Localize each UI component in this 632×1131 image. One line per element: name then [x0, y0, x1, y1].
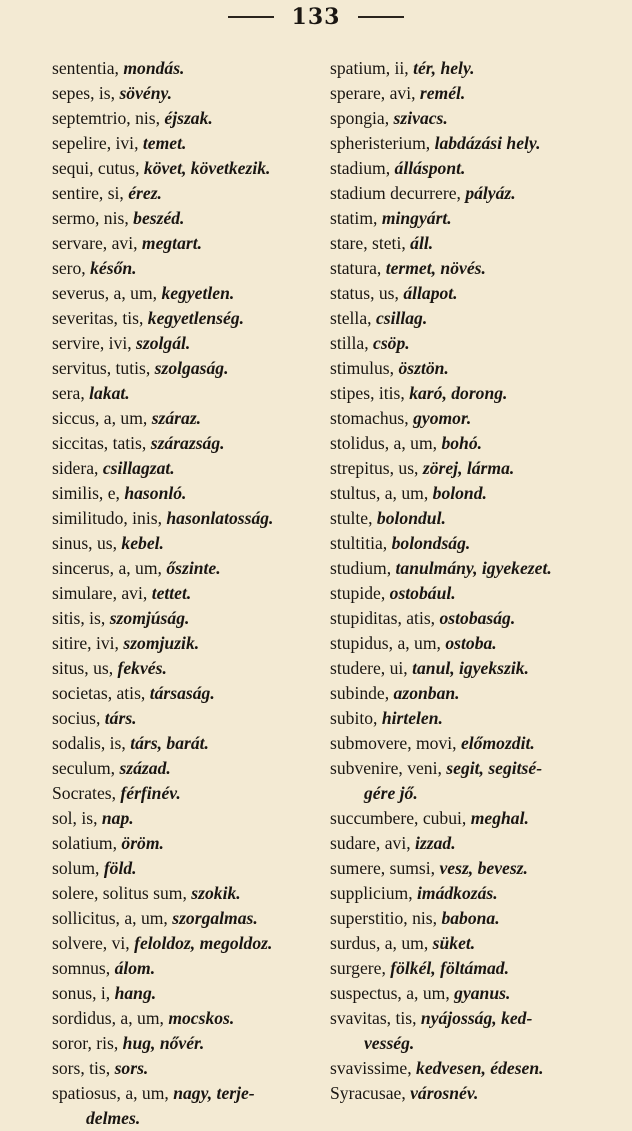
latin-headword: stilla, [330, 333, 369, 353]
latin-headword: strepitus, us, [330, 458, 419, 478]
latin-headword: simulare, avi, [52, 583, 148, 603]
hungarian-translation: mondás. [123, 58, 185, 78]
hungarian-translation: lakat. [89, 383, 130, 403]
latin-headword: stultitia, [330, 533, 388, 553]
latin-headword: sentire, si, [52, 183, 124, 203]
latin-headword: stadium decurrere, [330, 183, 461, 203]
latin-headword: studere, ui, [330, 658, 408, 678]
hungarian-translation: kegyetlen. [161, 283, 235, 303]
dictionary-entry [330, 81, 630, 106]
hungarian-translation: fölkél, föltámad. [390, 958, 510, 978]
hungarian-translation: ostobául. [389, 583, 456, 603]
hungarian-translation: imádkozás. [417, 883, 498, 903]
latin-headword: sententia, [52, 58, 119, 78]
hungarian-translation: álláspont. [394, 158, 466, 178]
hungarian-translation: kebel. [121, 533, 164, 553]
hungarian-translation: fekvés. [117, 658, 167, 678]
hungarian-translation: öröm. [121, 833, 164, 853]
dictionary-entry [52, 381, 314, 406]
latin-headword: stolidus, a, um, [330, 433, 438, 453]
dictionary-entry [330, 281, 630, 306]
latin-headword: status, us, [330, 283, 399, 303]
latin-headword: sodalis, is, [52, 733, 126, 753]
latin-headword: sero, [52, 258, 86, 278]
dictionary-entry [330, 1031, 630, 1056]
hungarian-translation: feloldoz, megoldoz. [134, 933, 273, 953]
latin-headword: solvere, vi, [52, 933, 130, 953]
latin-headword: Socrates, [52, 783, 117, 803]
latin-headword: sepelire, ivi, [52, 133, 139, 153]
hungarian-translation: zörej, lárma. [422, 458, 515, 478]
hungarian-translation: hasonlatosság. [166, 508, 274, 528]
dictionary-entry [52, 81, 314, 106]
dictionary-entry [52, 356, 314, 381]
dictionary-entry [330, 106, 630, 131]
latin-headword: sepes, is, [52, 83, 116, 103]
hungarian-translation: ostoba. [445, 633, 497, 653]
latin-headword: svavissime, [330, 1058, 412, 1078]
hungarian-translation: mingyárt. [381, 208, 452, 228]
dictionary-entry [52, 531, 314, 556]
dictionary-entry [52, 56, 314, 81]
latin-headword: sordidus, a, um, [52, 1008, 164, 1028]
dictionary-entry [330, 906, 630, 931]
dictionary-entry [330, 581, 630, 606]
hungarian-translation: érez. [128, 183, 162, 203]
hungarian-translation: kegyetlenség. [147, 308, 245, 328]
latin-headword: sincerus, a, um, [52, 558, 162, 578]
latin-headword: Syracusae, [330, 1083, 406, 1103]
hungarian-translation: megtart. [141, 233, 202, 253]
dictionary-entry [330, 656, 630, 681]
dictionary-entry [52, 931, 314, 956]
latin-headword: sitire, ivi, [52, 633, 119, 653]
hungarian-translation: ostobaság. [439, 608, 516, 628]
dictionary-entry [52, 1081, 314, 1106]
hungarian-translation: segit, segitsé- [446, 758, 543, 778]
dictionary-entry [52, 406, 314, 431]
dictionary-entry [330, 131, 630, 156]
latin-headword: servire, ivi, [52, 333, 132, 353]
latin-headword: sollicitus, a, um, [52, 908, 168, 928]
hungarian-translation: föld. [103, 858, 137, 878]
latin-headword: seculum, [52, 758, 116, 778]
hungarian-translation: vesz, bevesz. [439, 858, 528, 878]
dictionary-entry [52, 806, 314, 831]
hungarian-translation: őszinte. [166, 558, 221, 578]
latin-headword: subinde, [330, 683, 390, 703]
header-rule-right [358, 16, 404, 18]
latin-headword: sitis, is, [52, 608, 106, 628]
hungarian-translation: hirtelen. [381, 708, 443, 728]
hungarian-translation: pályáz. [465, 183, 516, 203]
hungarian-translation: száraz. [151, 408, 202, 428]
hungarian-translation: izzad. [415, 833, 456, 853]
dictionary-entry [330, 856, 630, 881]
dictionary-entry [330, 431, 630, 456]
dictionary-entry [330, 56, 630, 81]
dictionary-entry [52, 831, 314, 856]
hungarian-translation: hug, nővér. [122, 1033, 205, 1053]
latin-headword: sperare, avi, [330, 83, 416, 103]
dictionary-entry [52, 556, 314, 581]
dictionary-entry [52, 181, 314, 206]
dictionary-entry [330, 731, 630, 756]
hungarian-translation: mocskos. [168, 1008, 235, 1028]
dictionary-entry [52, 906, 314, 931]
hungarian-translation: temet. [142, 133, 187, 153]
latin-headword: severus, a, um, [52, 283, 158, 303]
dictionary-entry [52, 581, 314, 606]
dictionary-entry [330, 606, 630, 631]
latin-headword: stella, [330, 308, 372, 328]
latin-headword: stupide, [330, 583, 386, 603]
latin-headword: servare, avi, [52, 233, 138, 253]
latin-headword: surgere, [330, 958, 386, 978]
hungarian-translation: bolond. [432, 483, 487, 503]
hungarian-translation: hang. [114, 983, 157, 1003]
dictionary-entry [52, 456, 314, 481]
hungarian-translation: tér, hely. [413, 58, 475, 78]
hungarian-translation: század. [119, 758, 171, 778]
dictionary-entry [330, 1081, 630, 1106]
hungarian-translation: férfinév. [120, 783, 181, 803]
latin-headword: spatiosus, a, um, [52, 1083, 169, 1103]
latin-headword: subito, [330, 708, 378, 728]
latin-headword: sol, is, [52, 808, 98, 828]
latin-headword: superstitio, nis, [330, 908, 438, 928]
hungarian-translation: nyájosság, ked- [420, 1008, 533, 1028]
hungarian-translation: nap. [101, 808, 134, 828]
latin-headword: sidera, [52, 458, 99, 478]
dictionary-entry [52, 781, 314, 806]
hungarian-translation: termet, növés. [385, 258, 486, 278]
hungarian-translation: karó, dorong. [409, 383, 508, 403]
hungarian-translation: csöp. [373, 333, 410, 353]
latin-headword: servitus, tutis, [52, 358, 151, 378]
latin-headword: somnus, [52, 958, 111, 978]
dictionary-entry [52, 1106, 314, 1131]
latin-headword: spheristerium, [330, 133, 431, 153]
dictionary-entry [52, 206, 314, 231]
latin-headword: similis, e, [52, 483, 120, 503]
latin-headword: supplicium, [330, 883, 413, 903]
dictionary-entry [330, 331, 630, 356]
latin-headword: sermo, nis, [52, 208, 129, 228]
hungarian-translation: városnév. [410, 1083, 479, 1103]
hungarian-translation: szorgalmas. [172, 908, 258, 928]
hungarian-translation: szomjúság. [109, 608, 190, 628]
hungarian-translation: gére jő. [364, 783, 418, 803]
latin-headword: sumere, sumsi, [330, 858, 436, 878]
dictionary-entry [330, 931, 630, 956]
hungarian-translation: tanulmány, igyekezet. [395, 558, 552, 578]
hungarian-translation: kedvesen, édesen. [416, 1058, 544, 1078]
latin-headword: solum, [52, 858, 100, 878]
latin-headword: spatium, ii, [330, 58, 409, 78]
latin-headword: stulte, [330, 508, 373, 528]
latin-headword: spongia, [330, 108, 390, 128]
hungarian-translation: nagy, terje- [173, 1083, 255, 1103]
dictionary-entry [330, 181, 630, 206]
dictionary-entry [330, 406, 630, 431]
dictionary-entry [52, 606, 314, 631]
dictionary-entry [52, 881, 314, 906]
latin-headword: septemtrio, nis, [52, 108, 160, 128]
dictionary-entry [52, 256, 314, 281]
latin-headword: solere, solitus sum, [52, 883, 187, 903]
dictionary-entry [330, 256, 630, 281]
dictionary-entry [52, 106, 314, 131]
dictionary-entry [330, 806, 630, 831]
latin-headword: stupiditas, atis, [330, 608, 436, 628]
dictionary-entry [330, 831, 630, 856]
hungarian-translation: gyomor. [413, 408, 472, 428]
hungarian-translation: labdázási hely. [434, 133, 541, 153]
latin-headword: studium, [330, 558, 392, 578]
dictionary-entry [52, 956, 314, 981]
latin-headword: statura, [330, 258, 382, 278]
dictionary-entry [330, 881, 630, 906]
dictionary-entry [330, 681, 630, 706]
hungarian-translation: bolondság. [391, 533, 471, 553]
dictionary-entry [330, 231, 630, 256]
dictionary-entry [330, 1006, 630, 1031]
hungarian-translation: hasonló. [124, 483, 187, 503]
hungarian-translation: társ, barát. [130, 733, 209, 753]
hungarian-translation: későn. [90, 258, 137, 278]
latin-headword: stimulus, [330, 358, 395, 378]
hungarian-translation: szolgaság. [154, 358, 229, 378]
hungarian-translation: szokik. [191, 883, 241, 903]
latin-headword: statim, [330, 208, 378, 228]
dictionary-entry [52, 981, 314, 1006]
hungarian-translation: követ, következik. [143, 158, 271, 178]
dictionary-entry [52, 656, 314, 681]
latin-headword: soror, ris, [52, 1033, 119, 1053]
hungarian-translation: sövény. [119, 83, 173, 103]
dictionary-entry [330, 156, 630, 181]
latin-headword: succumbere, cubui, [330, 808, 467, 828]
hungarian-translation: babona. [441, 908, 500, 928]
hungarian-translation: éjszak. [164, 108, 213, 128]
latin-headword: stultus, a, um, [330, 483, 429, 503]
latin-headword: sera, [52, 383, 85, 403]
dictionary-entry [52, 481, 314, 506]
hungarian-translation: tanul, igyekszik. [412, 658, 529, 678]
latin-headword: solatium, [52, 833, 117, 853]
latin-headword: societas, atis, [52, 683, 146, 703]
dictionary-entry [330, 481, 630, 506]
latin-headword: situs, us, [52, 658, 114, 678]
hungarian-translation: csillag. [375, 308, 428, 328]
latin-headword: stare, steti, [330, 233, 406, 253]
dictionary-entry [52, 231, 314, 256]
hungarian-translation: bohó. [441, 433, 483, 453]
latin-headword: sinus, us, [52, 533, 118, 553]
dictionary-entry [330, 456, 630, 481]
latin-headword: submovere, movi, [330, 733, 457, 753]
dictionary-entry [330, 706, 630, 731]
latin-headword: stipes, itis, [330, 383, 405, 403]
latin-headword: severitas, tis, [52, 308, 144, 328]
dictionary-entry [52, 1056, 314, 1081]
hungarian-translation: szomjuzik. [123, 633, 200, 653]
hungarian-translation: előmozdit. [460, 733, 535, 753]
dictionary-entry [52, 156, 314, 181]
dictionary-entry [52, 1031, 314, 1056]
latin-headword: sudare, avi, [330, 833, 411, 853]
hungarian-translation: sors. [114, 1058, 149, 1078]
hungarian-translation: állapot. [403, 283, 458, 303]
hungarian-translation: tettet. [151, 583, 192, 603]
latin-headword: surdus, a, um, [330, 933, 429, 953]
hungarian-translation: szivacs. [393, 108, 448, 128]
latin-headword: siccitas, tatis, [52, 433, 147, 453]
dictionary-entry [52, 506, 314, 531]
dictionary-entry [330, 506, 630, 531]
hungarian-translation: társaság. [149, 683, 215, 703]
latin-headword: sequi, cutus, [52, 158, 140, 178]
hungarian-translation: társ. [104, 708, 137, 728]
dictionary-entry [330, 1056, 630, 1081]
latin-headword: sonus, i, [52, 983, 111, 1003]
latin-headword: suspectus, a, um, [330, 983, 450, 1003]
dictionary-entry [52, 756, 314, 781]
hungarian-translation: szolgál. [136, 333, 191, 353]
dictionary-entry [330, 981, 630, 1006]
hungarian-translation: meghal. [470, 808, 529, 828]
hungarian-translation: beszéd. [133, 208, 185, 228]
right-column [330, 56, 630, 1106]
hungarian-translation: remél. [419, 83, 466, 103]
dictionary-entry [330, 306, 630, 331]
hungarian-translation: delmes. [86, 1108, 141, 1128]
header-rule-left [228, 16, 274, 18]
dictionary-entry [52, 1006, 314, 1031]
hungarian-translation: áll. [410, 233, 434, 253]
dictionary-entry [330, 756, 630, 781]
latin-headword: socius, [52, 708, 101, 728]
dictionary-entry [330, 206, 630, 231]
dictionary-entry [52, 856, 314, 881]
page-header [0, 4, 632, 30]
dictionary-entry [330, 781, 630, 806]
dictionary-entry [330, 956, 630, 981]
latin-headword: svavitas, tis, [330, 1008, 417, 1028]
dictionary-entry [52, 431, 314, 456]
dictionary-entry [330, 631, 630, 656]
dictionary-entry [52, 681, 314, 706]
dictionary-entry [330, 556, 630, 581]
latin-headword: siccus, a, um, [52, 408, 148, 428]
latin-headword: similitudo, inis, [52, 508, 162, 528]
latin-headword: stadium, [330, 158, 391, 178]
dictionary-entry [52, 306, 314, 331]
dictionary-entry [330, 381, 630, 406]
dictionary-entry [52, 281, 314, 306]
dictionary-entry [52, 331, 314, 356]
dictionary-entry [52, 631, 314, 656]
dictionary-entry [52, 131, 314, 156]
latin-headword: stomachus, [330, 408, 409, 428]
latin-headword: stupidus, a, um, [330, 633, 441, 653]
page-number: 133 [291, 4, 341, 30]
hungarian-translation: álom. [114, 958, 156, 978]
dictionary-entry [52, 731, 314, 756]
hungarian-translation: vesség. [364, 1033, 415, 1053]
latin-headword: subvenire, veni, [330, 758, 442, 778]
latin-headword: sors, tis, [52, 1058, 111, 1078]
dictionary-entry [52, 706, 314, 731]
hungarian-translation: ösztön. [398, 358, 449, 378]
hungarian-translation: bolondul. [376, 508, 446, 528]
hungarian-translation: szárazság. [150, 433, 225, 453]
left-column [52, 56, 314, 1131]
hungarian-translation: azonban. [393, 683, 460, 703]
hungarian-translation: gyanus. [454, 983, 511, 1003]
dictionary-entry [330, 356, 630, 381]
hungarian-translation: süket. [432, 933, 476, 953]
dictionary-entry [330, 531, 630, 556]
hungarian-translation: csillagzat. [102, 458, 175, 478]
